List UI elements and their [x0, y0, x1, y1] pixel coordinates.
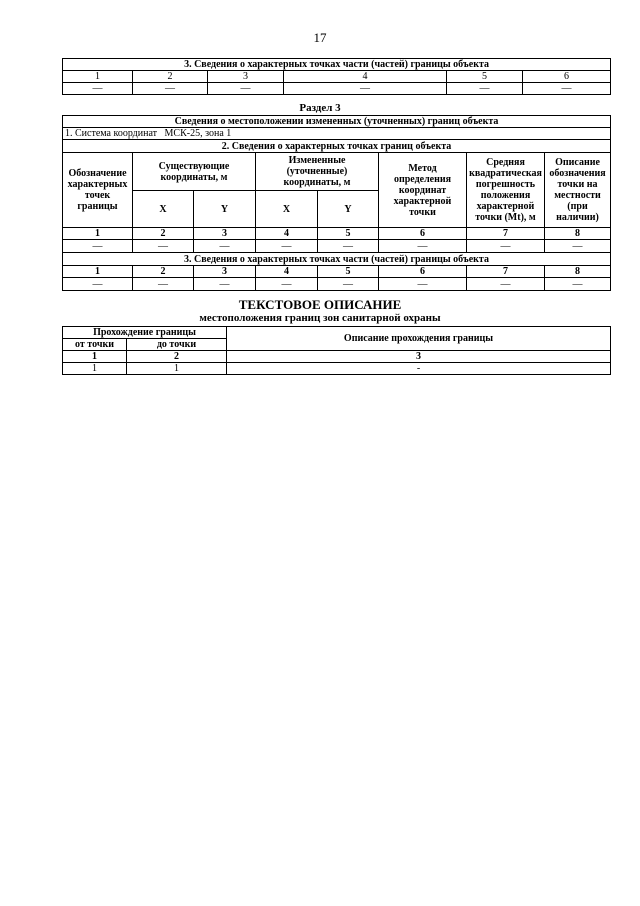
text-description-subtitle: местоположения границ зон санитарной охраны — [199, 312, 441, 324]
col-method: Метод определения координат характерной точки — [379, 153, 467, 228]
coord-system-label: 1. Система координат — [65, 128, 158, 139]
header-cell: 3 — [194, 228, 256, 240]
table-cell: — — [318, 278, 379, 291]
table-cell: — — [133, 240, 194, 253]
table-cell: — — [256, 240, 318, 253]
text-description-title: ТЕКСТОВОЕ ОПИСАНИЕ — [238, 297, 402, 312]
boundary-description-table — [62, 326, 610, 375]
header-cell: 1 — [63, 351, 127, 363]
points-title: 2. Сведения о характерных точках границ объекта — [63, 140, 611, 153]
header-cell: 1 — [63, 266, 133, 278]
col-y: Y — [318, 191, 379, 228]
coordinate-system — [63, 128, 611, 140]
col-x: X — [133, 191, 194, 228]
header-cell: 4 — [284, 71, 447, 83]
header-cell: 8 — [545, 228, 611, 240]
table-cell: — — [208, 83, 284, 95]
table-cell: — — [545, 278, 611, 291]
header-cell: 2 — [127, 351, 227, 363]
header-cell: 2 — [133, 266, 194, 278]
header-cell: 6 — [379, 266, 467, 278]
table-title: 3. Сведения о характерных точках части (частей) границы объекта — [63, 59, 611, 71]
table-cell: 1 — [127, 363, 227, 375]
table-cell: — — [467, 278, 545, 291]
header-cell: 6 — [379, 228, 467, 240]
table-cell: — — [63, 240, 133, 253]
column-numbers-row — [63, 351, 611, 363]
col-desc: Описание прохождения границы — [227, 327, 611, 351]
coord-system-value: МСК-25, зона 1 — [164, 128, 232, 139]
parts-table-top — [62, 58, 610, 95]
header-cell: 2 — [133, 71, 208, 83]
table-cell: — — [447, 83, 523, 95]
table-cell: — — [133, 83, 208, 95]
col-description: Описание обозначения точки на местности (при наличии) — [545, 153, 611, 228]
table-row — [63, 240, 611, 253]
header-cell: 6 — [523, 71, 611, 83]
col-from: от точки — [63, 339, 127, 351]
header-cell: 1 — [63, 71, 133, 83]
table-cell: - — [227, 363, 611, 375]
header-cell: 7 — [467, 266, 545, 278]
header-cell: 7 — [467, 228, 545, 240]
parts-title: 3. Сведения о характерных точках части (частей) границы объекта — [63, 253, 611, 266]
table-cell: 1 — [63, 363, 127, 375]
table-cell: — — [194, 240, 256, 253]
table-cell: — — [63, 83, 133, 95]
table-row — [63, 278, 611, 291]
header-cell: 3 — [227, 351, 611, 363]
header-cell: 5 — [318, 228, 379, 240]
header-cell: 3 — [194, 266, 256, 278]
col-passage: Прохождение границы — [63, 327, 227, 339]
table-cell: — — [284, 83, 447, 95]
header-cell: 5 — [318, 266, 379, 278]
page-number: 17 — [313, 30, 327, 45]
col-x: X — [256, 191, 318, 228]
table-row — [63, 83, 611, 95]
header-cell: 4 — [256, 228, 318, 240]
col-existing: Существующие координаты, м — [133, 153, 256, 191]
col-to: до точки — [127, 339, 227, 351]
table-cell: — — [256, 278, 318, 291]
table-cell: — — [523, 83, 611, 95]
table-cell: — — [133, 278, 194, 291]
table-cell: — — [379, 240, 467, 253]
table-cell: — — [545, 240, 611, 253]
header-cell: 2 — [133, 228, 194, 240]
header-cell: 5 — [447, 71, 523, 83]
col-y: Y — [194, 191, 256, 228]
table-cell: — — [318, 240, 379, 253]
table-header-row — [63, 71, 611, 83]
section3-table — [62, 115, 610, 291]
header-cell: 8 — [545, 266, 611, 278]
header-cell: 1 — [63, 228, 133, 240]
header-cell: 4 — [256, 266, 318, 278]
table-cell: — — [379, 278, 467, 291]
table-cell: — — [467, 240, 545, 253]
col-error: Средняя квадратическая погрешность положения характерной точки (Mt), м — [467, 153, 545, 228]
section-subtitle: Сведения о местоположении измененных (уточненных) границ объекта — [63, 116, 611, 128]
table-cell: — — [63, 278, 133, 291]
table-row — [63, 363, 611, 375]
col-designation: Обозначение характерных точек границы — [63, 153, 133, 228]
col-changed: Измененные (уточненные) координаты, м — [256, 153, 379, 191]
section-title: Раздел 3 — [299, 102, 341, 114]
table-cell: — — [194, 278, 256, 291]
header-cell: 3 — [208, 71, 284, 83]
parts-numbers-row — [63, 266, 611, 278]
column-numbers-row — [63, 228, 611, 240]
